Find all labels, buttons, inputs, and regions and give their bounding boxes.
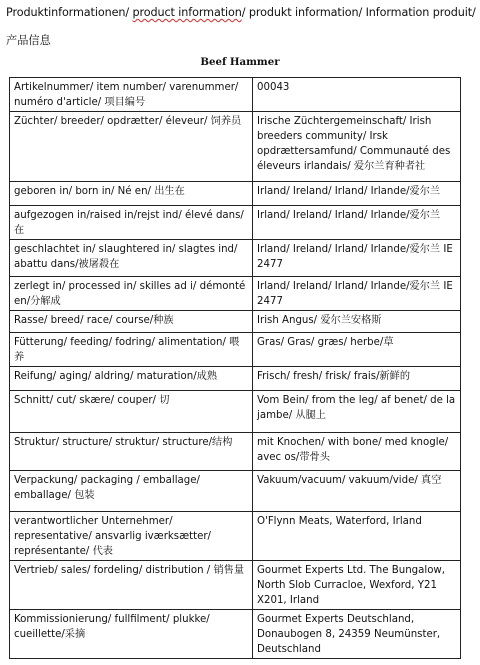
table-row — [10, 240, 461, 277]
table-row — [10, 471, 461, 512]
product-info-table — [9, 77, 461, 659]
table-row — [10, 311, 461, 333]
row-label: Fütterung/ feeding/ fodring/ alimentation/ 喂养 — [10, 333, 253, 367]
row-label: Verpackung/ packaging / emballage/ emballage/ 包装 — [10, 471, 253, 512]
row-label: geboren in/ born in/ Né en/ 出生在 — [10, 182, 253, 206]
table-row — [10, 433, 461, 471]
row-value: Irland/ Ireland/ Irland/ Irlande/爱尔兰 IE 2477 — [253, 277, 461, 311]
row-value: Irish Angus/ 爱尔兰安格斯 — [253, 311, 461, 333]
row-value: 00043 — [253, 78, 461, 112]
row-label: aufgezogen in/raised in/rejst ind/ élevé dans/在 — [10, 206, 253, 240]
row-label: Rasse/ breed/ race/ course/种族 — [10, 311, 253, 333]
row-value: Vom Bein/ from the leg/ af benet/ de la jambe/ 从腿上 — [253, 391, 461, 433]
row-label: Struktur/ structure/ struktur/ structure/结构 — [10, 433, 253, 471]
table-row — [10, 78, 461, 112]
row-value: mit Knochen/ with bone/ med knogle/ avec os/带骨头 — [253, 433, 461, 471]
table-row — [10, 333, 461, 367]
row-value: Gourmet Experts Ltd. The Bungalow, North Slob Curracloe, Wexford, Y21 X201, Irland — [253, 561, 461, 610]
row-label: Vertrieb/ sales/ fordeling/ distribution / 销售量 — [10, 561, 253, 610]
table-row — [10, 277, 461, 311]
row-label: Schnitt/ cut/ skære/ couper/ 切 — [10, 391, 253, 433]
row-label: Kommissionierung/ fullfilment/ plukke/ cueillette/采摘 — [10, 610, 253, 659]
table-row — [10, 182, 461, 206]
table-row — [10, 367, 461, 391]
row-value: Gras/ Gras/ græs/ herbe/草 — [253, 333, 461, 367]
table-row — [10, 391, 461, 433]
table-row — [10, 561, 461, 610]
header-text-spellcheck: product information — [132, 6, 242, 19]
row-label: Artikelnummer/ item number/ varenummer/ numéro d'article/ 项目编号 — [10, 78, 253, 112]
header-text-pre: Produktinformationen/ — [6, 6, 133, 19]
table-row — [10, 512, 461, 561]
table-row — [10, 610, 461, 659]
row-value: Vakuum/vacuum/ vakuum/vide/ 真空 — [253, 471, 461, 512]
row-value: Irische Züchtergemeinschaft/ Irish breeders community/ Irsk opdrættersamfund/ Communauté des éleveurs irlandais/ 爱尔兰育种者社 — [253, 112, 461, 182]
row-label: verantwortlicher Unternehmer/ representative/ ansvarlig iværksætter/ représentante/ 代表 — [10, 512, 253, 561]
document-title: Beef Hammer — [200, 56, 280, 68]
row-label: geschlachtet in/ slaughtered in/ slagtes ind/ abattu dans/被屠殺在 — [10, 240, 253, 277]
row-value: Gourmet Experts Deutschland, Donaubogen 8, 24359 Neumünster, Deutschland — [253, 610, 461, 659]
header-chinese-line: 产品信息 — [6, 34, 51, 47]
row-value: Irland/ Ireland/ Irland/ Irlande/爱尔兰 — [253, 182, 461, 206]
row-label: Züchter/ breeder/ opdrætter/ éleveur/ 饲养员 — [10, 112, 253, 182]
header-languages-line — [6, 6, 476, 19]
row-value: Frisch/ fresh/ frisk/ frais/新鲜的 — [253, 367, 461, 391]
row-value: Irland/ Ireland/ Irland/ Irlande/爱尔兰 — [253, 206, 461, 240]
table-row — [10, 206, 461, 240]
table-row — [10, 112, 461, 182]
row-label: Reifung/ aging/ aldring/ maturation/成熟 — [10, 367, 253, 391]
row-label: zerlegt in/ processed in/ skilles ad i/ démonté en/分解成 — [10, 277, 253, 311]
row-value: O'Flynn Meats, Waterford, Irland — [253, 512, 461, 561]
row-value: Irland/ Ireland/ Irland/ Irlande/爱尔兰 IE 2477 — [253, 240, 461, 277]
header-text-post: / produkt information/ Information produit/ — [241, 6, 476, 19]
